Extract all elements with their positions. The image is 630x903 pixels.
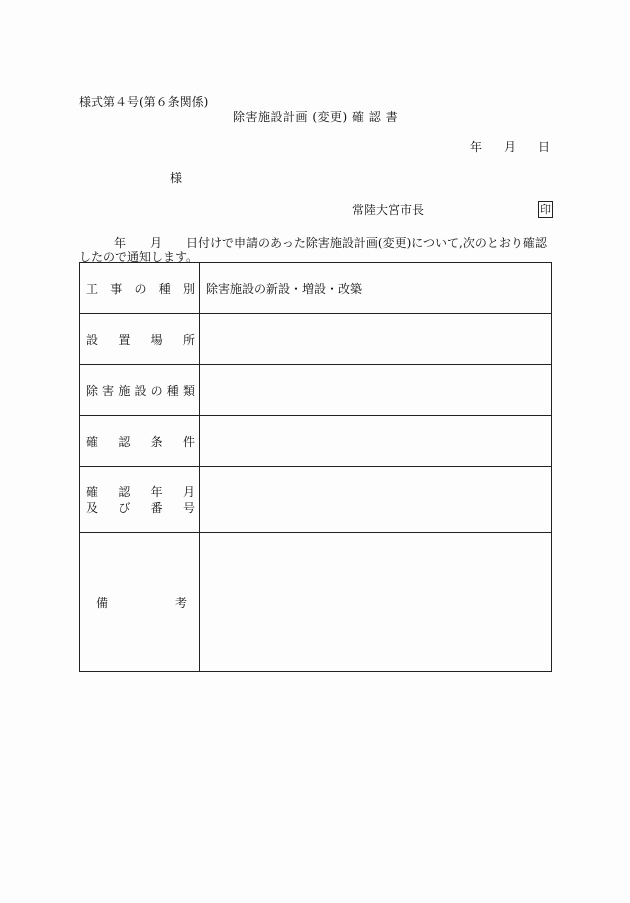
date-year: 年: [469, 140, 482, 154]
row-label-work-type: [80, 263, 200, 314]
notice-body: 日付けで申請のあった除害施設計画(変更)について,次のとおり確認したので通知します。: [79, 236, 547, 264]
addressee-suffix: 様: [170, 171, 183, 185]
row-value-facility-type: [200, 365, 552, 416]
table-row: [80, 314, 552, 365]
notice-text: [79, 236, 554, 264]
date-day: 日: [537, 140, 550, 154]
table-row: [80, 533, 552, 672]
date-month: 月: [503, 140, 516, 154]
row-value-location: [200, 314, 552, 365]
label-text: 除 害 施 設 の 種 類: [86, 383, 195, 398]
seal-mark: 印: [540, 203, 551, 216]
confirmation-table: [79, 262, 552, 672]
label-text-line1: 確 認 年 月: [86, 484, 195, 499]
row-label-location: [80, 314, 200, 365]
table-row: [80, 263, 552, 314]
issuer-name: 常陸大宮市長: [352, 203, 425, 217]
date-line: [448, 140, 550, 154]
label-text-line2: 及 び 番 号: [86, 500, 195, 515]
notice-month: 月: [150, 236, 163, 250]
row-value-remarks: [200, 533, 552, 672]
row-value-conditions: [200, 416, 552, 467]
label-text: 工 事 の 種 別: [86, 281, 195, 296]
notice-year: 年: [114, 236, 127, 250]
table-row: [80, 416, 552, 467]
label-text: 備 考: [96, 595, 187, 610]
form-number: 様式第４号(第６条関係): [79, 95, 209, 109]
table-row: [80, 365, 552, 416]
row-label-date-number: [80, 467, 200, 533]
document-title: 除害施設計画 (変更) 確 認 書: [233, 110, 399, 124]
row-label-conditions: [80, 416, 200, 467]
label-text: 設 置 場 所: [86, 332, 195, 347]
row-value-work-type: 除害施設の新設・増設・改築: [200, 263, 552, 314]
row-value-date-number: [200, 467, 552, 533]
table-row: [80, 467, 552, 533]
row-label-remarks: [80, 533, 200, 672]
row-label-facility-type: [80, 365, 200, 416]
label-text: 確 認 条 件: [86, 434, 195, 449]
